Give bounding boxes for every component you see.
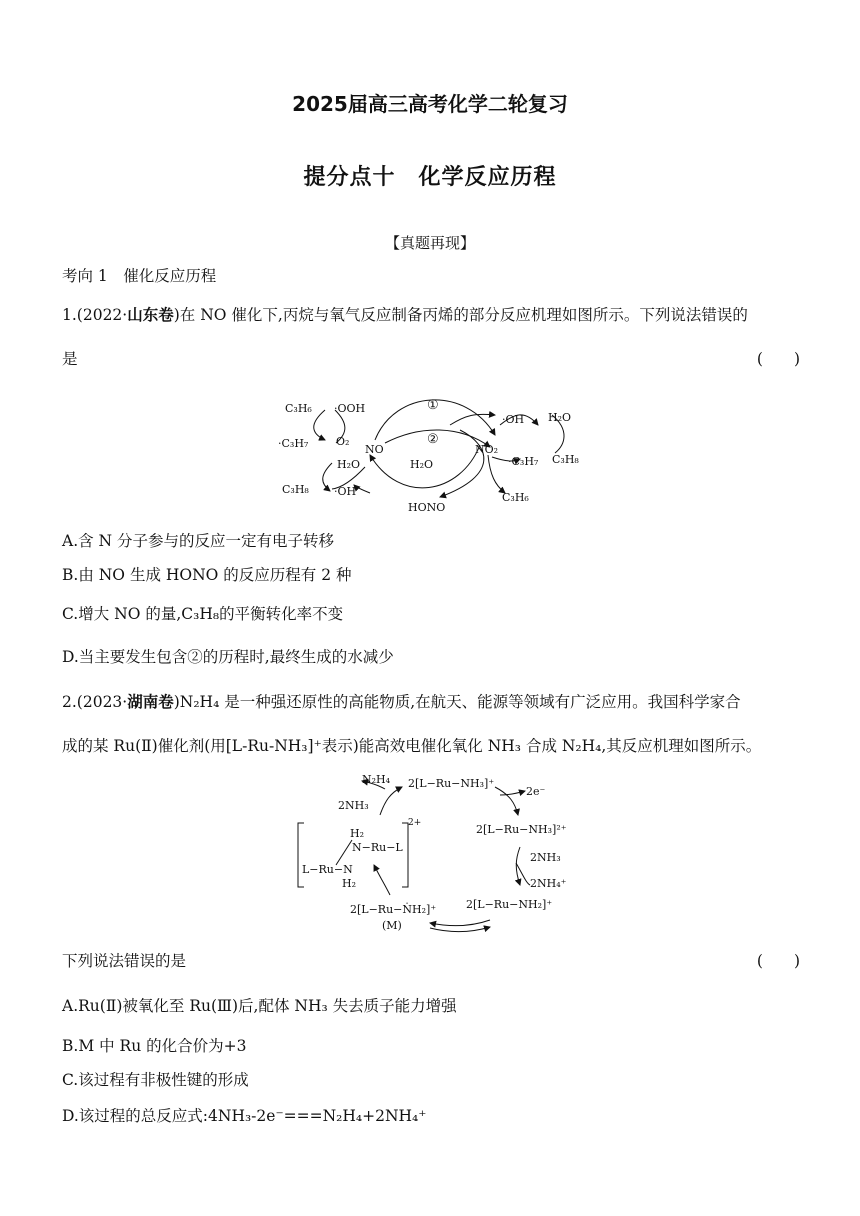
q1-mechanism-diagram (270, 385, 590, 520)
dg2-dimer-h2-bottom: H₂ (342, 877, 357, 890)
document-subtitle: 提分点十 化学反应历程 (303, 165, 557, 190)
q2-option-b: B.M 中 Ru 的化合价为+3 (62, 1037, 247, 1055)
dg1-c3h7-right: ·C₃H₇ (508, 455, 539, 468)
dg1-ooh: ·OOH (334, 402, 366, 415)
q1-source-year: 2022· (82, 306, 128, 324)
dg2-dimer-h2-top: H₂ (350, 827, 365, 840)
q1-answer-blank: ( ) (756, 350, 800, 368)
q2-stem-line2: 成的某 Ru(Ⅱ)催化剂(用[L-Ru-NH₃]⁺表示)能高效电催化氧化 NH₃ 合成 N₂H₄,其反应机理如图所示。 (62, 737, 762, 755)
dg2-top-species: 2[L−Ru−NH₃]⁺ (408, 777, 495, 790)
q2-answer-blank: ( ) (756, 952, 800, 970)
document-title: 2025届高三高考化学二轮复习 (292, 92, 568, 116)
dg2-m-label: (M) (382, 919, 402, 932)
q1-option-d: D.当主要发生包含②的历程时,最终生成的水减少 (62, 648, 394, 666)
q2-stem-text: )N₂H₄ 是一种强还原性的高能物质,在航天、能源等领域有广泛应用。我国科学家合 (173, 693, 741, 711)
dg1-oh-right: ·OH (502, 413, 525, 426)
q2-stem-line1 (62, 690, 741, 712)
q1-option-a: A.含 N 分子参与的反应一定有电子转移 (62, 532, 335, 550)
q2-prompt: 下列说法错误的是 (62, 952, 187, 970)
dg1-c3h6-bottom: C₃H₆ (502, 491, 529, 504)
dg2-dimer-charge: 2+ (408, 818, 422, 828)
dg2-2nh4-right: 2NH₄⁺ (530, 877, 567, 890)
section-heading: 【真题再现】 (384, 234, 475, 252)
dg2-dimer-n-ru-l: N−Ru−L (352, 841, 403, 854)
q2-number: 2.( (62, 693, 83, 711)
dg2-bottom-species: 2[L−Ru−ṄH₂]⁺ (350, 903, 437, 916)
dg1-circle2: ② (427, 432, 439, 447)
dg1-no: NO (365, 443, 384, 456)
q2-option-d: D.该过程的总反应式:4NH₃-2e⁻===N₂H₄+2NH₄⁺ (62, 1107, 427, 1125)
q2-source-year: 2023· (82, 693, 128, 711)
dg1-c3h8-left: C₃H₈ (282, 483, 309, 496)
dg1-circle1: ① (427, 398, 439, 413)
q1-stem-text: )在 NO 催化下,丙烷与氧气反应制备丙烯的部分反应机理如图所示。下列说法错误的 (173, 306, 748, 324)
topic-heading: 考向 1 催化反应历程 (62, 267, 217, 285)
q2-source-name: 湖南卷 (127, 693, 174, 711)
q1-option-b: B.由 NO 生成 HONO 的反应历程有 2 种 (62, 566, 352, 584)
q1-number: 1.( (62, 306, 83, 324)
dg2-n2h4: N₂H₄ (362, 773, 391, 786)
dg1-o2: O₂ (336, 435, 350, 448)
dg1-no2: NO₂ (475, 443, 499, 456)
q2-mechanism-diagram (290, 765, 590, 940)
dg1-h2o-mid: H₂O (410, 458, 434, 471)
dg1-h2o-left: H₂O (337, 458, 361, 471)
dg1-hono: HONO (408, 501, 446, 514)
q1-option-c: C.增大 NO 的量,C₃H₈的平衡转化率不变 (62, 605, 344, 623)
q2-option-a: A.Ru(Ⅱ)被氧化至 Ru(Ⅲ)后,配体 NH₃ 失去质子能力增强 (62, 997, 457, 1015)
dg1-c3h8-right: C₃H₈ (552, 453, 579, 466)
dg1-c3h7-left: ·C₃H₇ (278, 437, 309, 450)
dg2-right-bottom-species: 2[L−Ru−NH₂]⁺ (466, 898, 553, 911)
q1-source-name: 山东卷 (127, 306, 174, 324)
dg1-oh-left: ·OH (334, 485, 357, 498)
q1-stem-line1 (62, 303, 748, 325)
q2-option-c: C.该过程有非极性键的形成 (62, 1071, 249, 1089)
dg2-right-top-species: 2[L−Ru−NH₃]²⁺ (476, 823, 567, 836)
dg1-h2o-right: H₂O (548, 411, 572, 424)
q1-stem-line2: 是 (62, 350, 78, 368)
dg1-c3h6-top: C₃H₆ (285, 402, 312, 415)
dg2-2e: 2e⁻ (526, 785, 546, 798)
dg2-2nh3-left: 2NH₃ (338, 799, 369, 812)
dg2-2nh3-right: 2NH₃ (530, 851, 561, 864)
dg2-dimer-l-ru-n: L−Ru−N (302, 863, 353, 876)
